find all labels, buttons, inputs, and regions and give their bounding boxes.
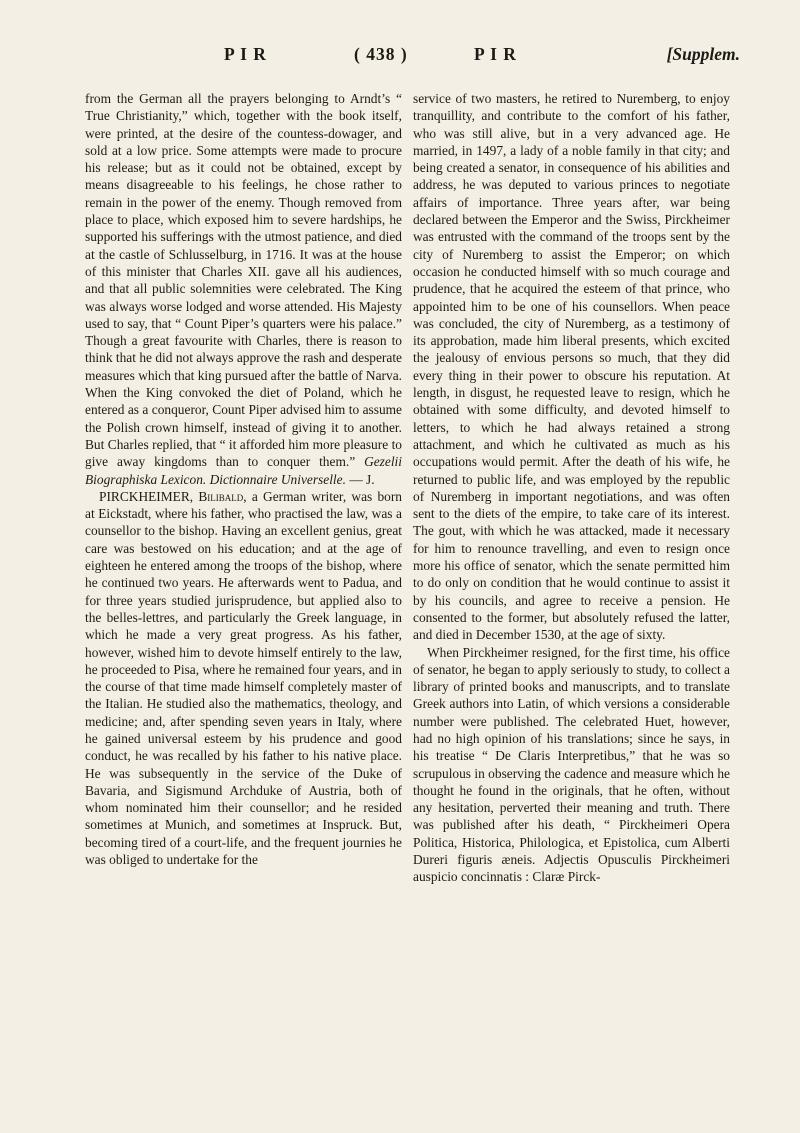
article-pirckheimer <box>85 488 402 869</box>
right-column <box>413 90 730 886</box>
running-head-right: P I R <box>474 44 517 64</box>
entry-given-name: Bilibald, <box>198 488 247 504</box>
running-head <box>84 44 740 72</box>
article-piper-end <box>85 90 402 488</box>
paragraph-text: a German writer, was born at Eickstadt, where his father, who practised the law, was a counsellor to the bishop. Having an excellent genius, great care was bestowed on his education; and at the age of eighteen he entered among the troops of the bishop, where he continued two years. He afterwards went to Padua, and for three years studied jurisprudence, but applied also to the belles-lettres, and particularly the Greek language, in which he made a very great progress. As his father, however, wished him to devote himself entirely to the law, he proceeded to Pisa, where he remained four years, and in the course of that time made himself completely master of the Italian. He studied also the mathematics, theology, and medicine; and, after spending seven years in Italy, where he gained universal esteem by his prudence and good conduct, he was recalled by his father to his native place. He was subsequently in the service of the Duke of Bavaria, and Sigismund Archduke of Austria, both of whom nominated him their counsellor; and he resided sometimes at Munich, and sometimes at Inspruck. But, becoming tired of a court-life, and the frequent journies he was obliged to undertake for the <box>85 488 402 868</box>
left-column <box>85 90 402 868</box>
entry-headword: PIRCKHEIMER, <box>99 488 194 504</box>
page-number: ( 438 ) <box>354 44 408 64</box>
section-label: [Supplem. <box>666 44 740 64</box>
paragraph-text: When Pirckheimer resigned, for the first time, his office of senator, he began to apply seriously to study, to collect a library of printed books and manuscripts, and to translate Greek authors into Latin, of which versions a considerable number were published. The celebrated Huet, however, had no high opinion of his translations; since he says, in his treatise “ De Claris Interpretibus,” that he was so scrupulous in observing the cadence and measure which he thought he found in the originals, that he often, without any hesitation, perverted their meaning and truth. There was published after his death, “ Pirckheimeri Opera Politica, Historica, Philologica, et Epistolica, cum Alberti Dureri figuris æneis. Adjectis Opusculis Pirckheimeri auspicio concinnatis : Claræ Pirck- <box>413 644 730 885</box>
author-signature: — J. <box>349 471 375 487</box>
paragraph-continuation: service of two masters, he retired to Nuremberg, to enjoy tranquillity, and contribute to the comfort of his father, who was still alive, but in a very advanced age. He married, in 1497, a lady of a noble family in that city; and being created a senator, in consequence of his abilities and address, he was deputed to various princes to negotiate affairs of importance. Three years after, war being declared between the Emperor and the Swiss, Pirckheimer was entrusted with the command of the troops sent by the city of Nuremberg to assist the Emperor; on which occasion he conducted himself with so much courage and prudence, that he acquired the esteem of that prince, who appointed him to be one of his counsellors. When peace was concluded, the city of Nuremberg, as a testimony of its approbation, made him liberal presents, which excited the jealousy of envious persons so much, that they did every thing in their power to obscure his reputation. At length, in disgust, he requested leave to resign, which he obtained with some difficulty, and devoted himself to letters, to which he had always retained a strong attachment, and which he cultivated as much as his occupations would permit. After the death of his wife, he returned to public life, and was employed by the republic of Nuremberg in important negotiations, and was often sent to the diets of the empire, to take care of its interest. The gout, with which he was attacked, made it necessary for him to renounce travelling, and even to resign once more his office of senator, which the senate permitted him to do only on condition that he would continue to assist it by his councils, and agree to receive a pension. He consented to the former, but absolutely refused the latter, and died in December 1530, at the age of sixty. <box>413 91 730 643</box>
paragraph-text: from the German all the prayers belonging to Arndt’s “ True Christianity,” which, together with the book itself, were printed, at the desire of the countess-dowager, and sold at a low price. Some attempts were made to procure his release; but as it could not be obtained, except by means disagreeable to his feelings, he chose rather to remain in the power of the enemy. Though removed from place to place, which exposed him to severe hardships, he supported his sufferings with the utmost patience, and died at the castle of Schlusselburg, in 1716. It was at the house of this minister that Charles XII. gave all his audiences, and that all public solemnities were celebrated. The King was always worse lodged and worse attended. His Majesty used to say, that “ Count Piper’s quarters were his palace.” Though a great favourite with Charles, there is reason to think that he did not always approve the rash and desperate measures which that king pursued after the battle of Narva. When the King convoked the diet of Poland, which he entered as a conqueror, Count Piper advised him to assume the Polish crown himself, instead of giving it to another. But Charles replied, that “ it afforded him more pleasure to give away kingdoms than to conquer them.” <box>85 91 402 470</box>
source-citation: Gezelii Biographiska Lexicon. Dictionnaire Universelle. <box>85 454 402 487</box>
running-head-left: P I R <box>224 44 267 64</box>
